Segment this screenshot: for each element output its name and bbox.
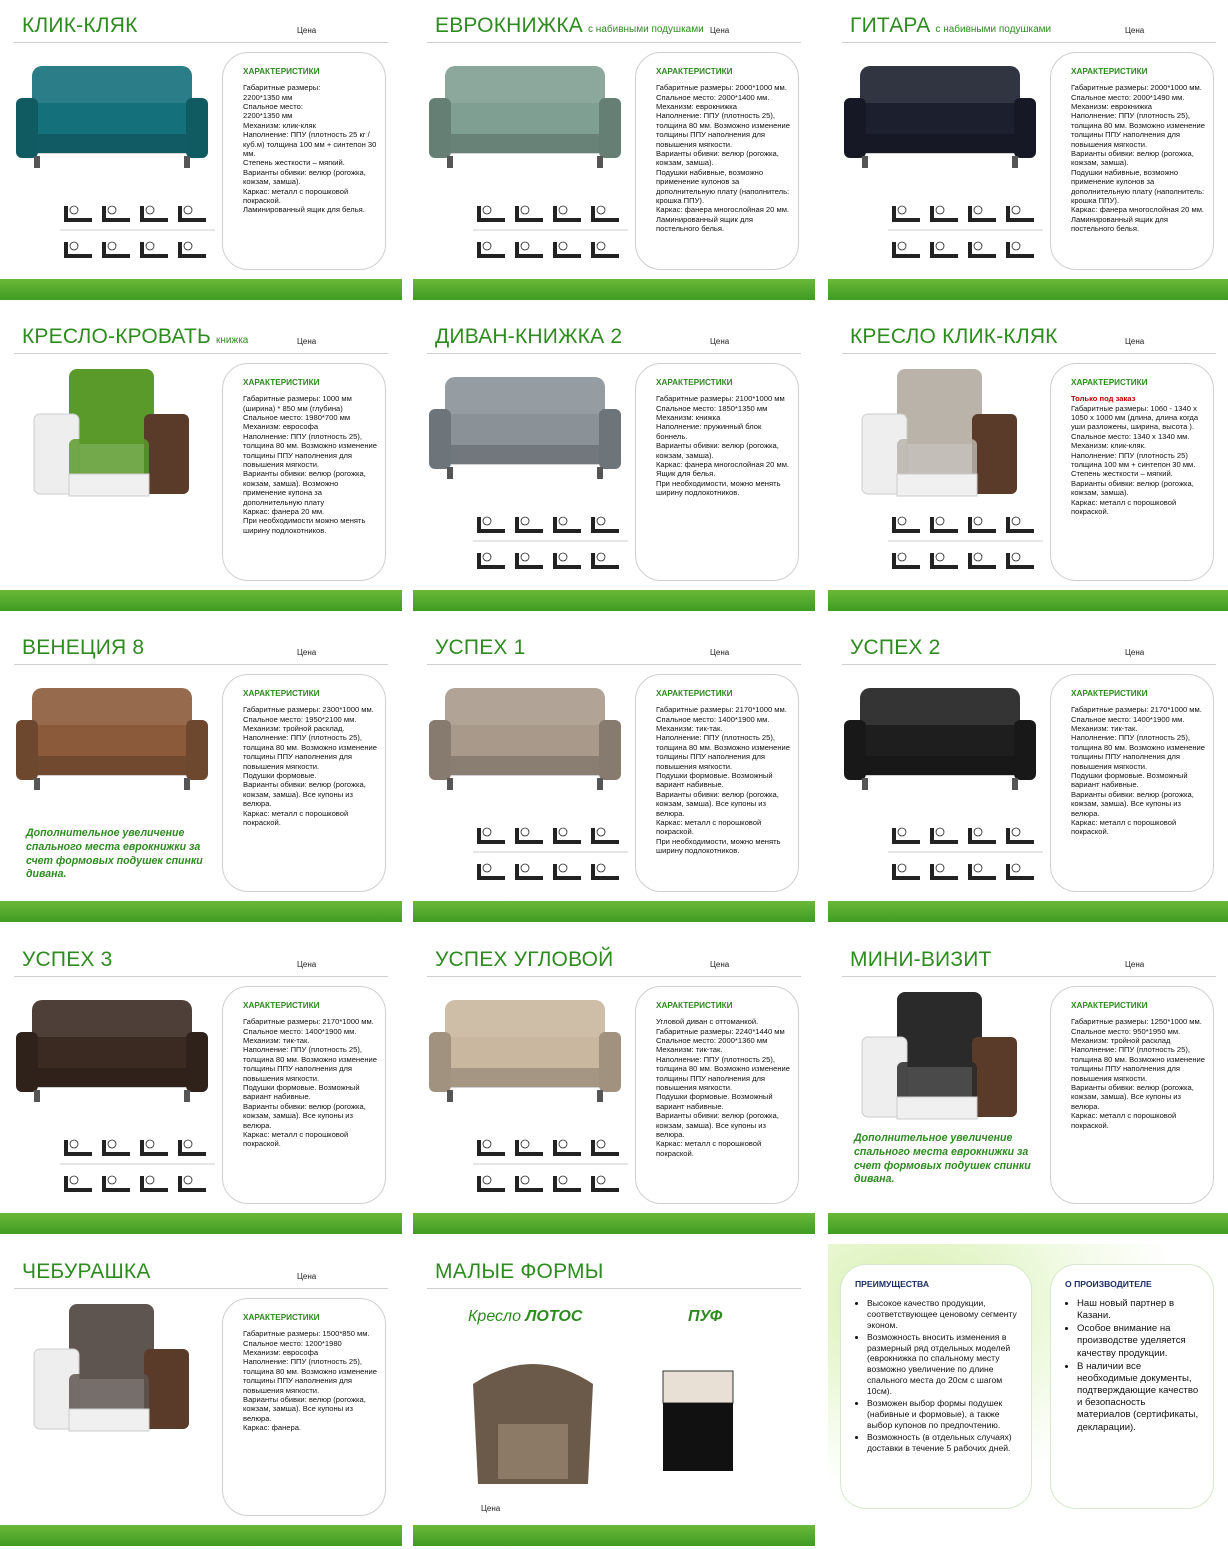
product-title: ГИТАРА с набивными подушками xyxy=(850,14,1052,37)
armchair-image xyxy=(842,359,1032,509)
price-label: Цена xyxy=(297,337,317,346)
price-label: Цена xyxy=(297,960,317,969)
puf-image xyxy=(658,1366,738,1476)
product-title: МИНИ-ВИЗИТ xyxy=(850,948,992,971)
spec-text: Угловой диван с оттоманкой. Габаритные размеры: 2240*1440 мм Спальное место: 2000*1360 мм Механизм: тик-так. Наполнение: ППУ (плотность 25), толщина 80 мм. Возможно изменение толщины ППУ наполнения для повышения мягкости. Подушки формовые. Возможный вариант набивные. Варианты обивки: велюр (рогожка, кожзам, замша). Все купоны из велюра. Каркас: металл с порошковой покраской. xyxy=(656,1017,791,1158)
green-bar xyxy=(828,901,1228,922)
mechanism-block xyxy=(888,511,1038,579)
mechanism-block xyxy=(473,511,623,579)
mechanism-block xyxy=(888,200,1038,268)
spec-text: Габаритные размеры: 2000*1000 мм. Спальное место: 2000*1490 мм. Механизм: еврокнижка Наполнение: ППУ (плотность 25), толщина 80 мм. Возможно изменение толщины ППУ наполнения для повышения мягкости. Варианты обивки: велюр (рогожка, кожзам, замша). Подушки набивные, возможно применение кулонов за дополнительную плату (наполнитель: крошка ППУ). Каркас: фанера многослойная 20 мм. Ламинированный ящик для постельного белья. xyxy=(1071,83,1206,234)
product-photo xyxy=(427,670,622,810)
mechanism-diagram xyxy=(60,200,215,270)
spec-header: ХАРАКТЕРИСТИКИ xyxy=(1071,1001,1148,1010)
armchair-image xyxy=(842,982,1032,1132)
price-label: Цена xyxy=(1125,26,1145,35)
mechanism-block xyxy=(60,200,210,268)
green-bar xyxy=(828,279,1228,300)
product-card xyxy=(828,311,1228,623)
spec-header: ХАРАКТЕРИСТИКИ xyxy=(656,689,733,698)
title-rule xyxy=(14,976,388,977)
title-rule xyxy=(427,353,801,354)
title-rule xyxy=(427,42,801,43)
price-label: Цена xyxy=(710,960,730,969)
product-photo xyxy=(842,359,1032,514)
spec-text: Габаритные размеры: 2200*1350 мм Спальное место: 2200*1350 мм Механизм: клик-кляк Наполнение: ППУ (плотность 25 кг / куб.м) толщина 100 мм + синтепон 30 мм. Степень жесткости – мягкий. Варианты обивки: велюр (рогожка, кожзам, замша). Каркас: металл с порошковой покраской. Ламинированный ящик для белья. xyxy=(243,83,377,215)
title-rule xyxy=(14,42,388,43)
mechanism-block xyxy=(473,200,623,268)
spec-text: Габаритные размеры: 1000 мм (ширина) * 850 мм (глубина) Спальное место: 1980*700 мм Механизм: еврософа Наполнение: ППУ (плотность 25), толщина 80 мм. Возможно изменение толщины ППУ наполнения для повышения мягкости. Варианты обивки: велюр (рогожка, кожзам, замша). Возможно применение купона за дополнительную плату Каркас: фанера 20 мм. При необходимости можно менять ширину подлокотников. xyxy=(243,394,378,535)
price-label: Цена xyxy=(1125,337,1145,346)
maker-item: • В наличии все необходимые документы, подтверждающие качество и безопасность материалов (сертификаты, декларации). xyxy=(1077,1361,1201,1434)
sofa-image xyxy=(427,982,622,1117)
price-label: Цена xyxy=(1125,648,1145,657)
green-bar xyxy=(0,1213,402,1234)
product-photo xyxy=(842,48,1037,188)
advantages-title: ПРЕИМУЩЕСТВА xyxy=(855,1279,930,1289)
title-rule xyxy=(14,353,388,354)
advantage-item: • Возможен выбор формы подушек (набивные и формовые), а также выбор купонов по предпочтению. xyxy=(867,1398,1019,1431)
green-bar xyxy=(0,901,402,922)
product-title: КЛИК-КЛЯК xyxy=(22,14,138,37)
product-photo xyxy=(14,982,209,1122)
price-label: Цена xyxy=(297,1272,317,1281)
mechanism-block xyxy=(473,1134,623,1202)
spec-header: ХАРАКТЕРИСТИКИ xyxy=(243,689,320,698)
green-bar xyxy=(413,590,815,611)
spec-box xyxy=(1050,52,1214,270)
sofa-image xyxy=(14,670,209,805)
green-bar xyxy=(0,279,402,300)
promo-text: Дополнительное увеличение спального места еврокнижки за счет формовых подушек спинки дивана. xyxy=(26,827,203,881)
spec-header: ХАРАКТЕРИСТИКИ xyxy=(243,1313,320,1322)
sofa-image xyxy=(427,359,622,494)
product-title: УСПЕХ 3 xyxy=(22,948,113,971)
spec-header: ХАРАКТЕРИСТИКИ xyxy=(243,1001,320,1010)
sofa-image xyxy=(842,48,1037,183)
green-bar xyxy=(0,1525,402,1546)
spec-box xyxy=(222,363,386,581)
title-rule xyxy=(842,353,1216,354)
spec-box xyxy=(222,1298,386,1516)
maker-item: • Наш новый партнер в Казани. xyxy=(1077,1298,1201,1322)
spec-text: Габаритные размеры: 2100*1000 мм Спальное место: 1850*1350 мм Механизм: книжка Наполнение: пружинный блок боннель. Варианты обивки: велюр (рогожка, кожзам, замша). Каркас: фанера многослойная 20 мм. Ящик для белья. При необходимости, можно менять ширину подлокотников. xyxy=(656,394,790,498)
product-subtitle: книжка xyxy=(216,335,249,346)
product-card xyxy=(413,0,815,312)
mechanism-block xyxy=(888,822,1038,890)
green-bar xyxy=(413,1525,815,1546)
advantage-item: • Возможность вносить изменения в размерный ряд отдельных моделей (еврокнижка по спальному месту возможно увеличение по длине спального места до 20см с шагом 10см). xyxy=(867,1332,1019,1397)
maker-box xyxy=(1050,1264,1214,1509)
product-card xyxy=(828,622,1228,934)
spec-text: Габаритные размеры: 2170*1000 мм. Спальное место: 1400*1900 мм. Механизм: тик-так. Наполнение: ППУ (плотность 25), толщина 80 мм. Возможно изменение толщины ППУ наполнения для повышения мягкости. Подушки формовые. Возможный вариант набивные. Варианты обивки: велюр (рогожка, кожзам, замша). Все купоны из велюра. Каркас: металл с порошковой покраской. xyxy=(1071,705,1206,837)
advantage-item: • Возможность (в отдельных случаях) доставки в течение 5 рабочих дней. xyxy=(867,1432,1019,1454)
product-card xyxy=(413,1246,815,1549)
title-rule xyxy=(14,1288,388,1289)
spec-header: ХАРАКТЕРИСТИКИ xyxy=(656,1001,733,1010)
spec-header: ХАРАКТЕРИСТИКИ xyxy=(243,378,320,387)
price-label: Цена xyxy=(1125,960,1145,969)
price-label: Цена xyxy=(297,26,317,35)
armchair-image xyxy=(14,359,204,509)
mechanism-diagram xyxy=(473,511,628,581)
maker-item: • Особое внимание на производстве уделяется качеству продукции. xyxy=(1077,1323,1201,1360)
spec-text: Габаритные размеры: 2170*1000 мм. Спальное место: 1400*1900 мм. Механизм: тик-так. Наполнение: ППУ (плотность 25), толщина 80 мм. Возможно изменение толщины ППУ наполнения для повышения мягкости. Подушки формовые. Возможный вариант набивные. Варианты обивки: велюр (рогожка, кожзам, замша). Все купоны из велюра. Каркас: металл с порошковой покраской. xyxy=(243,1017,378,1149)
spec-box xyxy=(635,52,799,270)
title-rule xyxy=(427,976,801,977)
spec-box xyxy=(635,674,799,892)
product-card xyxy=(413,622,815,934)
spec-text: Габаритные размеры: 2000*1000 мм. Спальное место: 2000*1400 мм. Механизм: еврокнижка Наполнение: ППУ (плотность 25), толщина 80 мм. Возможно изменение толщины ППУ наполнения для повышения мягкости. Варианты обивки: велюр (рогожка, кожзам, замша). Подушки набивные, возможно применение кулонов за дополнительную плату (наполнитель: крошка ППУ). Каркас: фанера многослойная 20 мм. Ламинированный ящик для постельного белья. xyxy=(656,83,791,234)
product-title: УСПЕХ 2 xyxy=(850,636,941,659)
sofa-image xyxy=(427,670,622,805)
spec-header: ХАРАКТЕРИСТИКИ xyxy=(1071,378,1148,387)
mechanism-diagram xyxy=(473,822,628,892)
spec-header: ХАРАКТЕРИСТИКИ xyxy=(1071,689,1148,698)
mechanism-diagram xyxy=(888,822,1043,892)
product-photo xyxy=(14,48,209,188)
product-title: МАЛЫЕ ФОРМЫ xyxy=(435,1260,604,1283)
spec-text: Габаритные размеры: 1500*850 мм. Спальное место: 1200*1980 Механизм: еврософа Наполнение: ППУ (плотность 25), толщина 80 мм. Возможно изменение толщины ППУ наполнения для повышения мягкости. Варианты обивки: велюр (рогожка, кожзам, замша). Все купоны из велюра. Каркас: фанера. xyxy=(243,1329,378,1433)
product-card xyxy=(413,934,815,1246)
spec-box xyxy=(1050,363,1214,581)
product-title: ВЕНЕЦИЯ 8 xyxy=(22,636,145,659)
product-title: ДИВАН-КНИЖКА 2 xyxy=(435,325,623,348)
product-photo xyxy=(427,982,622,1122)
title-rule xyxy=(842,664,1216,665)
sofa-image xyxy=(427,48,622,183)
mechanism-block xyxy=(60,1134,210,1202)
title-rule xyxy=(14,664,388,665)
product-photo xyxy=(842,670,1037,810)
green-bar xyxy=(413,1213,815,1234)
price-label: Цена xyxy=(710,26,730,35)
maker-title: О ПРОИЗВОДИТЕЛЕ xyxy=(1065,1279,1152,1289)
spec-header: ХАРАКТЕРИСТИКИ xyxy=(1071,67,1148,76)
spec-header: ХАРАКТЕРИСТИКИ xyxy=(656,67,733,76)
title-rule xyxy=(842,976,1216,977)
advantage-item: • Высокое качество продукции, соответствующее ценовому сегменту эконом. xyxy=(867,1298,1019,1331)
spec-header: ХАРАКТЕРИСТИКИ xyxy=(243,67,320,76)
product-title: КРЕСЛО КЛИК-КЛЯК xyxy=(850,325,1058,348)
green-bar xyxy=(0,590,402,611)
green-bar xyxy=(413,279,815,300)
advantages-box xyxy=(840,1264,1032,1509)
spec-box xyxy=(222,52,386,270)
mechanism-diagram xyxy=(473,1134,628,1204)
mechanism-diagram xyxy=(888,200,1043,270)
product-title: УСПЕХ 1 xyxy=(435,636,526,659)
product-card xyxy=(828,934,1228,1246)
spec-box xyxy=(222,986,386,1204)
sofa-image xyxy=(14,982,209,1117)
puf-title: ПУФ xyxy=(688,1308,723,1325)
advantages-list xyxy=(855,1298,1019,1454)
price-label: Цена xyxy=(710,648,730,657)
product-title: ЕВРОКНИЖКА с набивными подушками xyxy=(435,14,704,37)
sofa-image xyxy=(842,670,1037,805)
spec-box xyxy=(1050,986,1214,1204)
spec-box xyxy=(222,674,386,892)
product-card xyxy=(0,1246,402,1549)
advantages-card xyxy=(828,1244,1228,1524)
spec-box xyxy=(635,363,799,581)
spec-text: Габаритные размеры: 2170*1000 мм. Спальное место: 1400*1900 мм. Механизм: тик-так. Наполнение: ППУ (плотность 25), толщина 80 мм. Возможно изменение толщины ППУ наполнения для повышения мягкости. Подушки формовые. Возможный вариант набивные. Варианты обивки: велюр (рогожка, кожзам, замша). Все купоны из велюра. Каркас: металл с порошковой покраской. При необходимости, можно менять ширину подлокотников. xyxy=(656,705,791,856)
product-photo xyxy=(427,359,622,499)
order-note: Только под заказ xyxy=(1071,394,1136,404)
product-photo xyxy=(427,48,622,188)
lotos-title: Кресло ЛОТОС xyxy=(468,1308,583,1325)
mechanism-block xyxy=(473,822,623,890)
product-card xyxy=(828,0,1228,312)
product-title: КРЕСЛО-КРОВАТЬ книжка xyxy=(22,325,249,348)
maker-list xyxy=(1065,1298,1201,1434)
product-card xyxy=(0,622,402,934)
green-bar xyxy=(413,901,815,922)
spec-text: Габаритные размеры: 1060 - 1340 х 1050 х 1000 мм (длина, длина когда уши разложены, ширина, высота ). Спальное место: 1340 х 1340 мм. Механизм: клик-кляк. Наполнение: ППУ (плотность 25) толщина 100 мм + синтепон 30 мм. Степень жесткости – мягкий. Варианты обивки: велюр (рогожка, кожзам, замша). Каркас: металл с порошковой покраской. xyxy=(1071,403,1199,517)
price-label: Цена xyxy=(710,337,730,346)
mechanism-diagram xyxy=(888,511,1043,581)
spec-text: Габаритные размеры: 1250*1000 мм. Спальное место: 950*1950 мм. Механизм: тройной расклад Наполнение: ППУ (плотность 25), толщина 80 мм. Возможно изменение толщины ППУ наполнения для повышения мягкости. Варианты обивки: велюр (рогожка, кожзам, замша). Все купоны из велюра. Каркас: металл с порошковой покраской. xyxy=(1071,1017,1206,1130)
spec-box xyxy=(635,986,799,1204)
price-label: Цена xyxy=(481,1504,501,1513)
sofa-image xyxy=(14,48,209,183)
price-label: Цена xyxy=(297,648,317,657)
title-rule xyxy=(842,42,1216,43)
product-card xyxy=(0,934,402,1246)
product-photo xyxy=(14,359,204,514)
product-title: ЧЕБУРАШКА xyxy=(22,1260,151,1283)
spec-box xyxy=(1050,674,1214,892)
product-photo xyxy=(842,982,1032,1137)
product-card xyxy=(413,311,815,623)
product-photo xyxy=(14,670,209,810)
armchair-image xyxy=(14,1294,204,1444)
green-bar xyxy=(828,1213,1228,1234)
lotos-chair-image xyxy=(463,1344,603,1494)
spec-header: ХАРАКТЕРИСТИКИ xyxy=(656,378,733,387)
spec-text: Габаритные размеры: 2300*1000 мм. Спальное место: 1950*2100 мм. Механизм: тройной расклад. Наполнение: ППУ (плотность 25), толщина 80 мм. Возможно изменение толщины ППУ наполнения для повышения мягкости. Подушки формовые. Варианты обивки: велюр (рогожка, кожзам, замша). Все купоны из велюра. Каркас: металл с порошковой покраской. xyxy=(243,705,378,828)
title-rule xyxy=(427,1288,801,1289)
title-rule xyxy=(427,664,801,665)
product-card xyxy=(0,0,402,312)
green-bar xyxy=(828,590,1228,611)
product-subtitle: с набивными подушками xyxy=(935,24,1052,35)
product-subtitle: с набивными подушками xyxy=(588,24,704,35)
product-card xyxy=(0,311,402,623)
product-title: УСПЕХ УГЛОВОЙ xyxy=(435,948,614,971)
promo-text: Дополнительное увеличение спального места еврокнижки за счет формовых подушек спинки дивана. xyxy=(854,1132,1031,1186)
product-photo xyxy=(14,1294,204,1449)
mechanism-diagram xyxy=(60,1134,215,1204)
mechanism-diagram xyxy=(473,200,628,270)
